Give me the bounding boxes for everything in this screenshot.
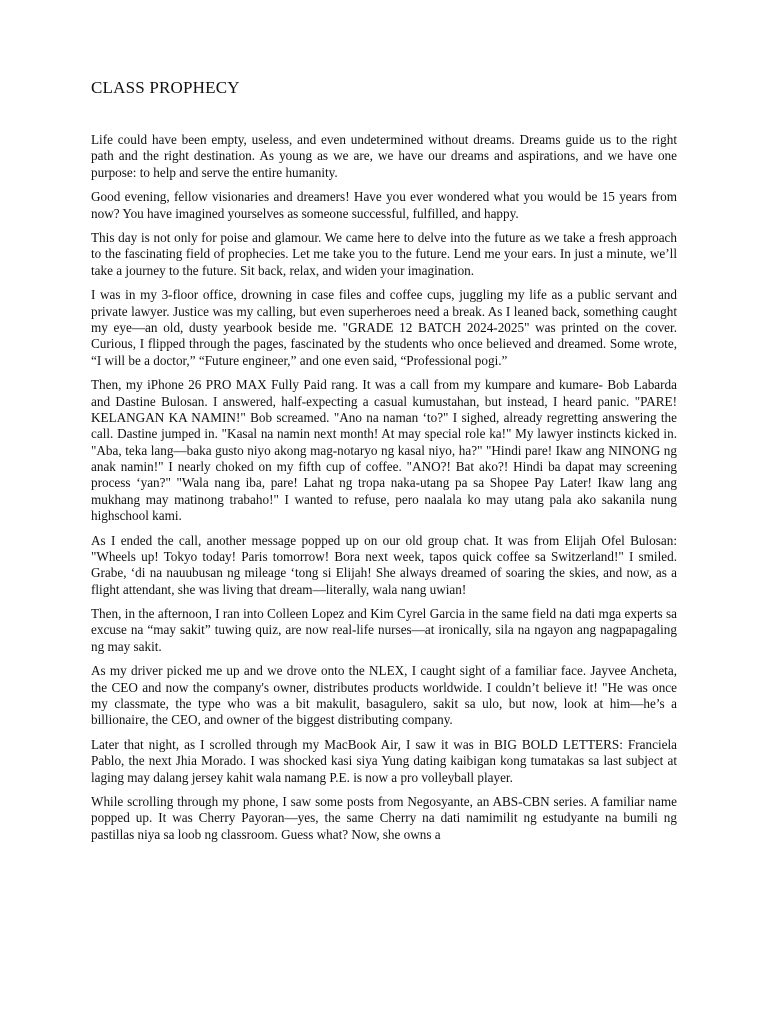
paragraph-group-chat: As I ended the call, another message popped up on our old group chat. It was from Elijah Ofel Bulosan: "Wheels up! Tokyo today! Paris tomorrow! Bora next week, tapos quick coffee sa Switzerland!" I smiled. Grabe, ‘di na nauubusan ng mileage ‘tong si Elijah! She always dreamed of soaring the skies, and now, as a flight attendant, she was living that dream—literally, wala nang uwian! xyxy=(91,532,677,597)
paragraph-nurses: Then, in the afternoon, I ran into Colleen Lopez and Kim Cyrel Garcia in the same field na dati mga experts sa excuse na “may sakit” tuwing quiz, are now real-life nurses—at ironically, sila na ngayon ang nagpapagaling ng may sakit. xyxy=(91,606,677,654)
paragraph-journey: This day is not only for poise and glamour. We came here to delve into the future as we take a fresh approach to the fascinating field of prophecies. Let me take you to the future. Lend me your ears. In just a minute, we’ll take a journey to the future. Sit back, relax, and widen your imagination. xyxy=(91,230,677,278)
paragraph-office: I was in my 3-floor office, drowning in case files and coffee cups, juggling my life as a public servant and private lawyer. Justice was my calling, but even superheroes need a break. As I leaned back, something caught my eye—an old, dusty yearbook beside me. "GRADE 12 BATCH 2024-2025" was printed on the cover. Curious, I flipped through the pages, fascinated by the students who once believed and dreamed. Some wrote, “I will be a doctor,” “Future engineer,” and one even said, “Professional pogi.” xyxy=(91,287,677,368)
paragraph-nlex: As my driver picked me up and we drove onto the NLEX, I caught sight of a familiar face. Jayvee Ancheta, the CEO and now the company's owner, distributes products worldwide. I couldn’t believe it! "He was once my classmate, the type who was a bit makulit, basagulero, sakit sa ulo, but now, look at him—he’s a billionaire, the CEO, and owner of the biggest distributing company. xyxy=(91,663,677,728)
paragraph-macbook: Later that night, as I scrolled through my MacBook Air, I saw it was in BIG BOLD LETTERS: Franciela Pablo, the next Jhia Morado. I was shocked kasi siya Yung dating kaibigan kong tumatakas sa last subject at laging may dalang jersey kahit wala namang P.E. is now a pro volleyball player. xyxy=(91,736,677,785)
document-title: CLASS PROPHECY xyxy=(91,78,240,97)
paragraph-intro: Life could have been empty, useless, and even undetermined without dreams. Dreams guide us to the right path and the right destination. As young as we are, we have our dreams and aspirations, and we have one purpose: to help and serve the entire humanity. xyxy=(91,132,677,180)
paragraph-negosyante: While scrolling through my phone, I saw some posts from Negosyante, an ABS-CBN series. A familiar name popped up. It was Cherry Payoran—yes, the same Cherry na dati namimilit ng estudyante na bumili ng pastillas niya sa loob ng classroom. Guess what? Now, she owns a xyxy=(91,794,677,842)
paragraph-phone-call: Then, my iPhone 26 PRO MAX Fully Paid rang. It was a call from my kumpare and kumare- Bob Labarda and Dastine Bulosan. I answered, half-expecting a casual kumustahan, but instead, I heard panic. "PARE! KELANGAN KA NAMIN!" Bob screamed. "Ano na naman ‘to?" I sighed, already regretting answering the call. Dastine jumped in. "Kasal na namin next month! At may special role ka!" My lawyer instincts kicked in. "Aba, teka lang—baka gusto niyo akong mag-notaryo ng kasal niyo, ha?" "Hindi pare! Ikaw ang NINONG ng anak namin!" I nearly choked on my fifth cup of coffee. "ANO?! Bat ako?! Hindi ba dapat may screening process ‘yan?" "Wala nang iba, pare! Lahat ng tropa naka-utang pa sa Shopee Pay Later! Ikaw lang ang mukhang may matinong trabaho!" I wanted to refuse, pero naalala ko may utang pala ako sakanila nung highschool kami. xyxy=(91,377,677,523)
document-body xyxy=(91,78,677,851)
paragraph-greeting: Good evening, fellow visionaries and dreamers! Have you ever wondered what you would be 15 years from now? You have imagined yourselves as someone successful, fulfilled, and happy. xyxy=(91,189,677,221)
